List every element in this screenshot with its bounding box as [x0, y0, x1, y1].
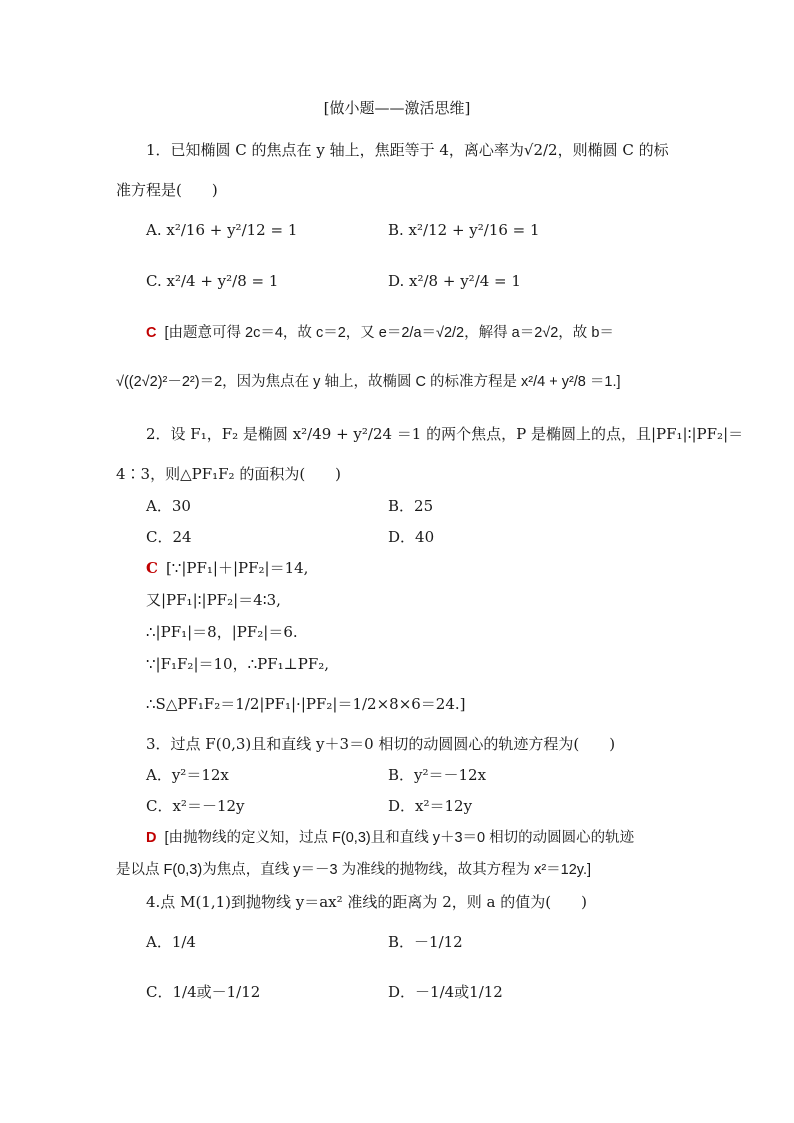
q2-solution-line5: ∴S△PF₁F₂＝1/2|PF₁|·|PF₂|＝1/2×8×6＝24.] — [146, 695, 466, 713]
q2-option-b: B．25 — [388, 497, 434, 515]
q4-option-b: B．－1/12 — [388, 933, 463, 951]
q3-option-c: C．x²＝－12y — [146, 797, 245, 815]
q2-stem-line2: 4∶3，则△PF₁F₂ 的面积为( ) — [116, 465, 342, 483]
q4-stem-line1: 4.点 M(1,1)到抛物线 y＝ax² 准线的距离为 2，则 a 的值为( ) — [146, 893, 587, 911]
q3-option-d: D．x²＝12y — [388, 797, 473, 815]
q3-option-a: A．y²＝12x — [146, 766, 229, 784]
q3-solution-line2: 是以点 F(0,3)为焦点，直线 y＝－3 为准线的抛物线，故其方程为 x²＝12y.] — [116, 862, 592, 878]
q2-option-d: D．40 — [388, 528, 435, 546]
q1-stem-line2: 准方程是( ) — [116, 181, 218, 199]
q3-solution-line1 — [146, 828, 634, 848]
q2-solution-text1: [∵|PF₁|＋|PF₂|＝14, — [165, 559, 309, 577]
q1-solution-line2: √((2√2)²－2²)＝2，因为焦点在 y 轴上，故椭圆 C 的标准方程是 x²/4 + y²/8 ＝1.] — [116, 374, 621, 390]
q1-solution-text1: [由题意可得 2c＝4，故 c＝2，又 e＝2/a＝√2/2，解得 a＝2√2，故 b＝ — [164, 325, 614, 341]
q1-answer: C — [146, 325, 157, 341]
q2-solution-line1 — [146, 558, 308, 578]
q1-stem-line1: 1．已知椭圆 C 的焦点在 y 轴上，焦距等于 4，离心率为√2/2，则椭圆 C 的标 — [146, 141, 669, 159]
q3-stem-line1: 3．过点 F(0,3)且和直线 y＋3＝0 相切的动圆圆心的轨迹方程为( ) — [146, 735, 616, 753]
q3-option-b: B．y²＝－12x — [388, 766, 487, 784]
q3-answer: D — [146, 830, 157, 846]
q4-option-a: A．1/4 — [146, 933, 196, 951]
q1-option-a: A. x²/16 + y²/12 = 1 — [146, 221, 298, 239]
q2-solution-line2: 又|PF₁|∶|PF₂|＝4∶3, — [146, 591, 281, 609]
q1-option-d: D. x²/8 + y²/4 = 1 — [388, 272, 521, 290]
q2-solution-line4: ∵|F₁F₂|＝10，∴PF₁⊥PF₂, — [146, 655, 330, 673]
q1-option-c: C. x²/4 + y²/8 = 1 — [146, 272, 279, 290]
q2-option-c: C．24 — [146, 528, 192, 546]
q2-answer: C — [146, 559, 158, 577]
section-title: [做小题——激活思维] — [323, 99, 471, 117]
q1-option-b: B. x²/12 + y²/16 = 1 — [388, 221, 540, 239]
q3-solution-text1: [由抛物线的定义知，过点 F(0,3)且和直线 y＋3＝0 相切的动圆圆心的轨迹 — [164, 830, 635, 846]
q2-solution-line3: ∴|PF₁|＝8，|PF₂|＝6. — [146, 623, 298, 641]
q1-solution-line1 — [146, 323, 614, 343]
q4-option-d: D．－1/4或1/12 — [388, 983, 503, 1001]
q2-stem-line1: 2．设 F₁，F₂ 是椭圆 x²/49 + y²/24 ＝1 的两个焦点，P 是椭圆上的点，且|PF₁|∶|PF₂|＝ — [146, 425, 744, 443]
q4-option-c: C．1/4或－1/12 — [146, 983, 261, 1001]
q2-option-a: A．30 — [146, 497, 191, 515]
